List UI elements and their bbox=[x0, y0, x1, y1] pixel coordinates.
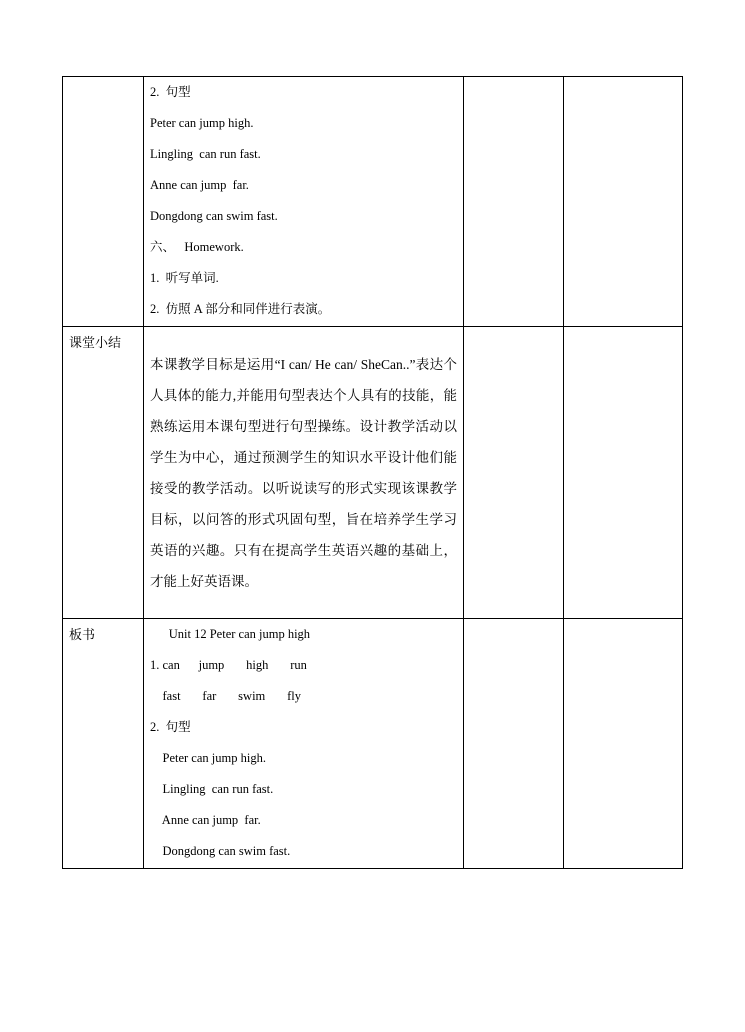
table-row-blackboard bbox=[63, 619, 683, 869]
content-line: fast far swim fly bbox=[150, 689, 302, 703]
label-cell-blackboard bbox=[63, 619, 144, 869]
lesson-plan-table bbox=[62, 76, 683, 869]
content-line: 2. 仿照 A 部分和同伴进行表演。 bbox=[150, 302, 331, 316]
empty-cell bbox=[564, 77, 683, 327]
content-line: Dongdong can swim fast. bbox=[150, 844, 291, 858]
summary-paragraph: 本课教学目标是运用“I can/ He can/ SheCan..”表达个人具体的能力,并能用句型表达个人具有的技能，能熟练运用本课句型进行句型操练。设计教学活动以学生为中心，通过预测学生的知识水平设计他们能接受的教学活动。以听说读写的形式实现该课教学目标，以问答的形式巩固句型，旨在培养学生学习英语的兴趣。只有在提高学生英语兴趣的基础上，才能上好英语课。 bbox=[150, 357, 457, 589]
content-line: Lingling can run fast. bbox=[150, 147, 261, 161]
content-line: Lingling can run fast. bbox=[150, 782, 274, 796]
content-line: Dongdong can swim fast. bbox=[150, 209, 278, 223]
content-line: Anne can jump far. bbox=[150, 178, 249, 192]
empty-cell bbox=[464, 77, 564, 327]
content-cell-summary bbox=[144, 327, 464, 619]
content-line: Unit 12 Peter can jump high bbox=[150, 627, 311, 641]
content-cell-patterns bbox=[144, 77, 464, 327]
label-cell-empty bbox=[63, 77, 144, 327]
content-line: 1. 听写单词. bbox=[150, 271, 219, 285]
row-label: 板书 bbox=[69, 627, 96, 642]
row-label: 课堂小结 bbox=[69, 335, 122, 350]
table-row-summary bbox=[63, 327, 683, 619]
empty-cell bbox=[464, 619, 564, 869]
label-cell-summary bbox=[63, 327, 144, 619]
content-line: 六、 Homework. bbox=[150, 240, 244, 254]
empty-cell bbox=[464, 327, 564, 619]
empty-cell bbox=[564, 327, 683, 619]
content-line: Peter can jump high. bbox=[150, 751, 266, 765]
content-cell-blackboard bbox=[144, 619, 464, 869]
table-row-sentence-patterns bbox=[63, 77, 683, 327]
content-line: 2. 句型 bbox=[150, 85, 191, 99]
content-line: 2. 句型 bbox=[150, 720, 191, 734]
empty-cell bbox=[564, 619, 683, 869]
content-line: Anne can jump far. bbox=[150, 813, 261, 827]
content-line: Peter can jump high. bbox=[150, 116, 254, 130]
content-line: 1. can jump high run bbox=[150, 658, 307, 672]
